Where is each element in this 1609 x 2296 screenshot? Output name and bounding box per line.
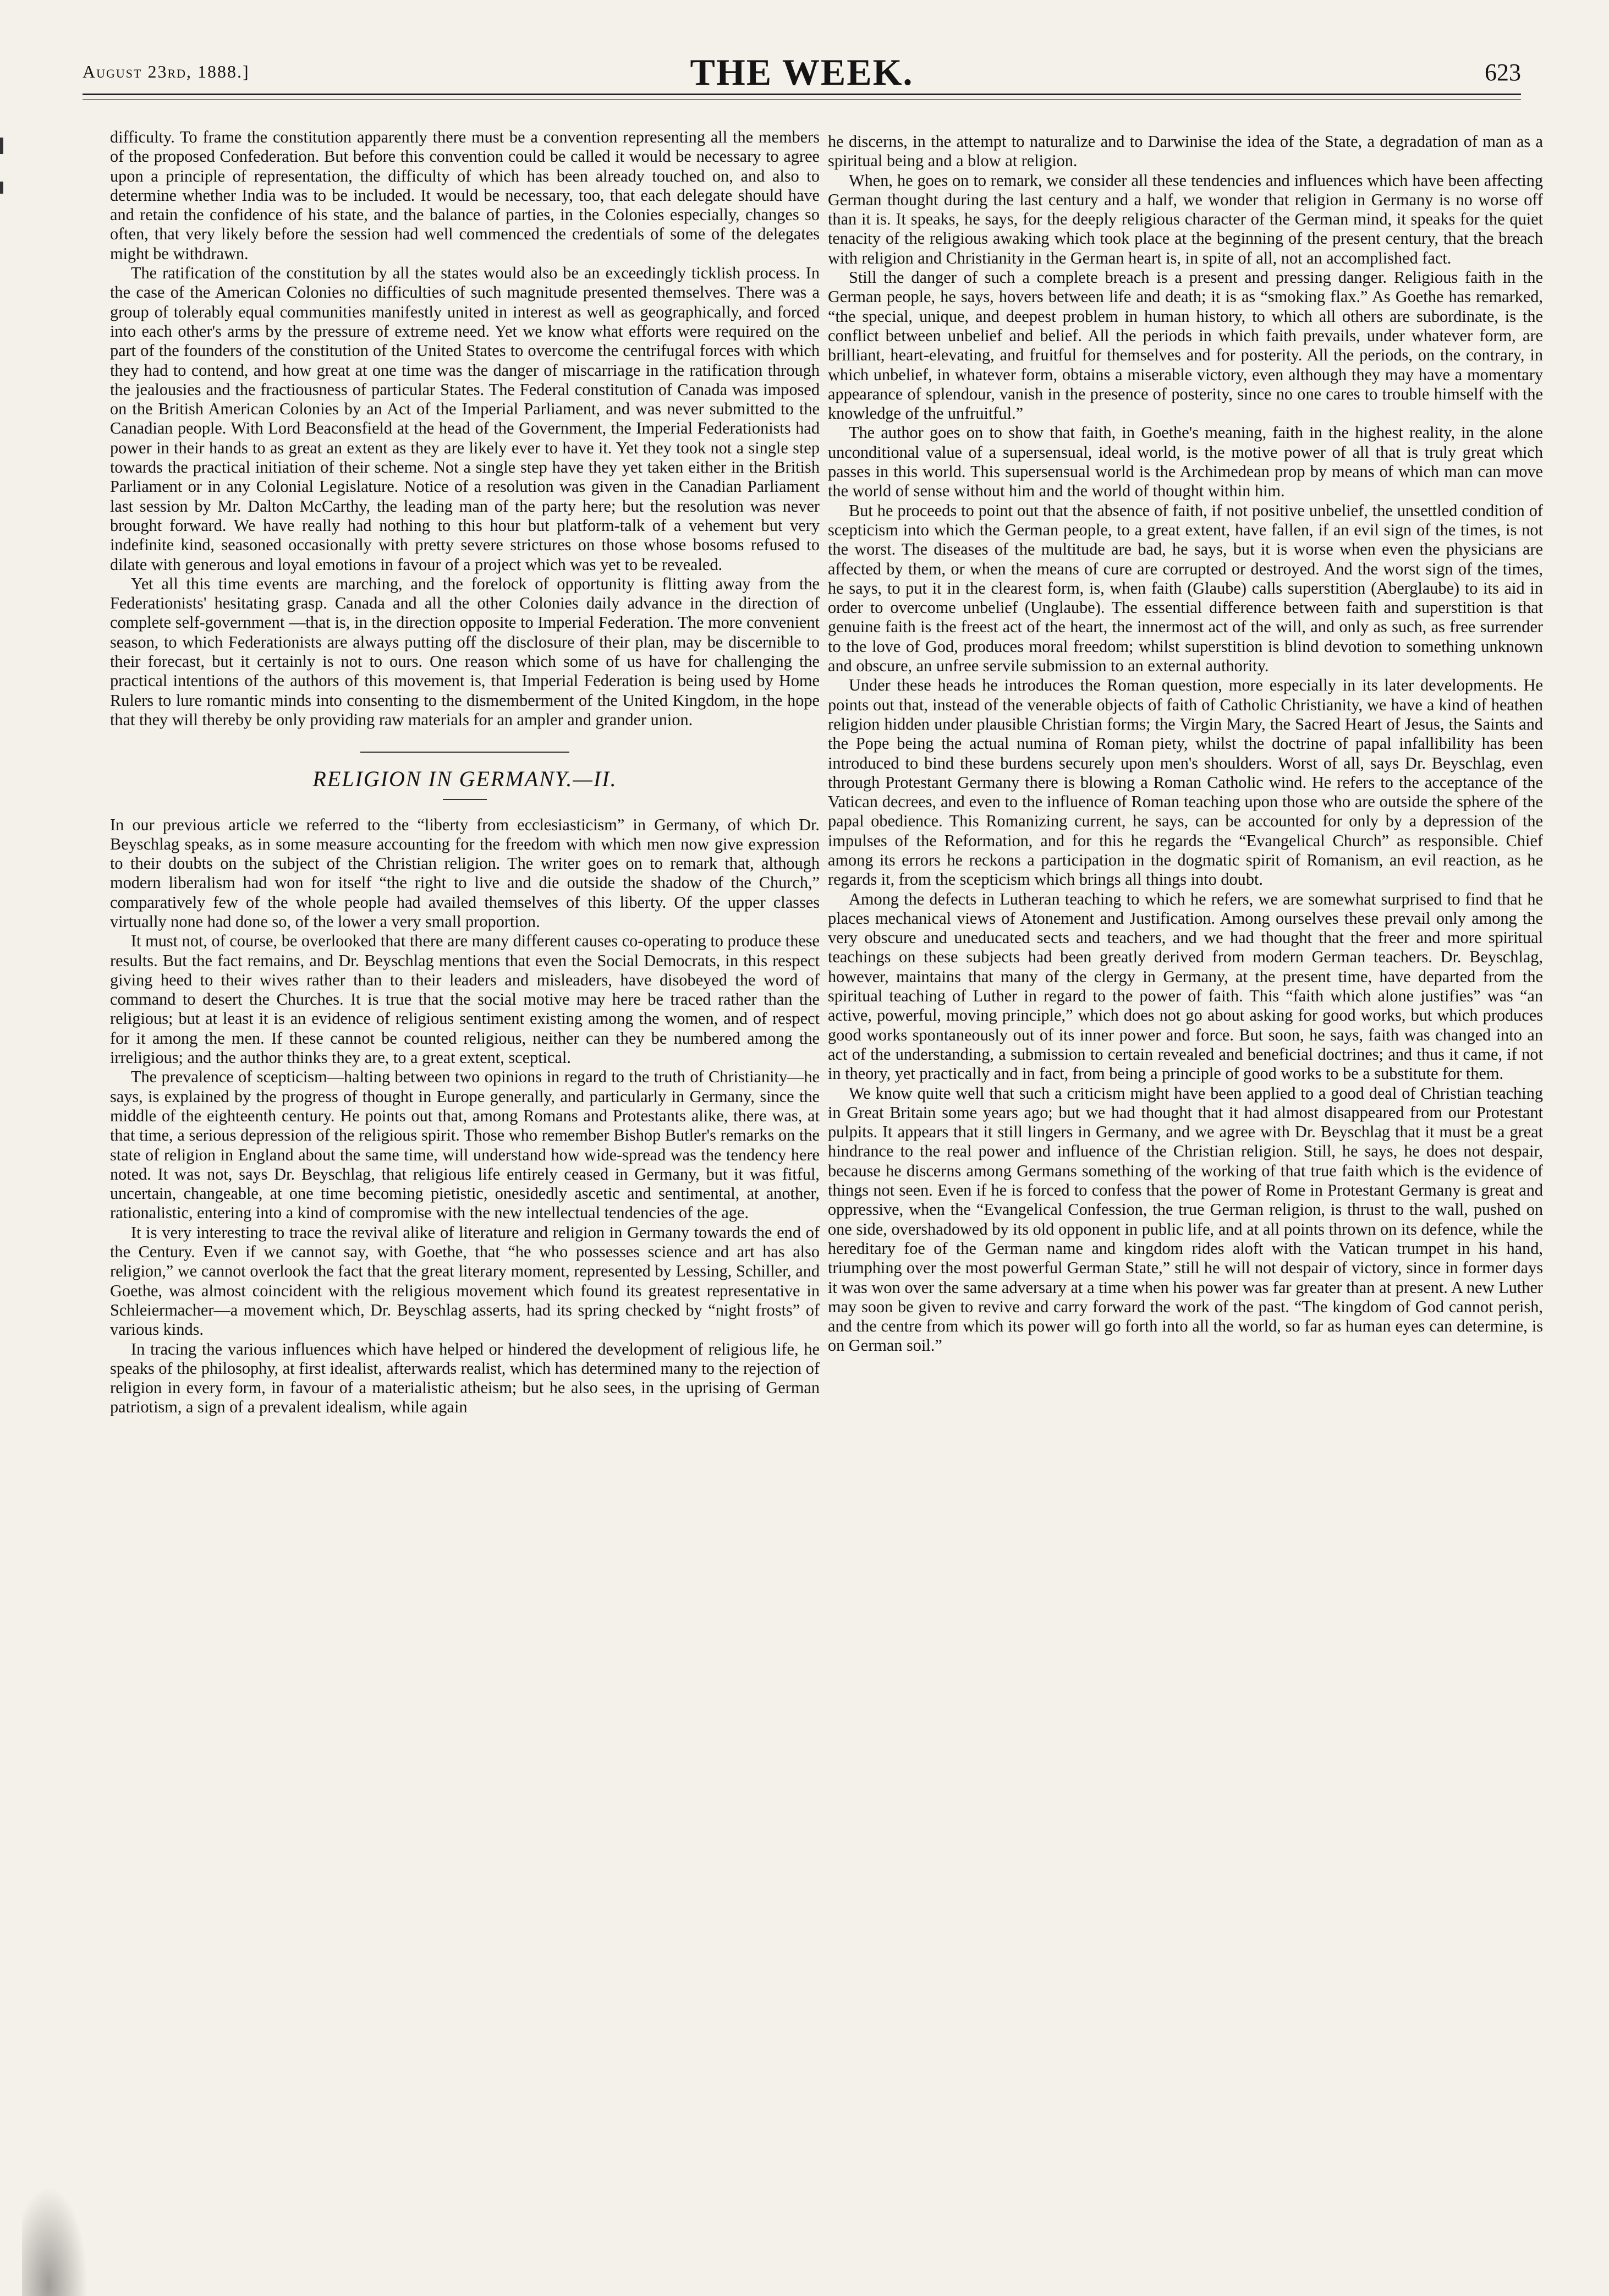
article-paragraph: The author goes on to show that faith, in Goethe's meaning, faith in the highest reality, in the alone unconditional value of a supersensual, ideal world, is the motive power of all that is truly great which passes in this world. This supersensual world is the Archimedean prop by means of which man can move the world of sense without him and the world of thought within him. — [828, 423, 1543, 501]
article-paragraph: But he proceeds to point out that the absence of faith, if not positive unbelief, the unsettled condition of scepticism into which the German people, to a great extent, have fallen, if an evil sign of the times, is not the worst. The diseases of the multitude are bad, he says, but it is worse when even the physicians are affected by them, or when the means of cure are corrupted or destroyed. And the worst sign of the times, he says, to put it in the clearest form, is, when faith (Glaube) calls superstition (Aberglaube) to its aid in order to overcome unbelief (Unglaube). The essential difference between faith and superstition is that genuine faith is the freest act of the heart, the innermost act of the will, and only as such, as free surrender to the love of God, produces moral freedom; whilst superstition is blind devotion to something unknown and obscure, an unfree servile submission to an external authority. — [828, 501, 1543, 676]
article-paragraph: Still the danger of such a complete breach is a present and pressing danger. Religious faith in the German people, he says, hovers between life and death; it is as “smoking flax.” As Goethe has remarked, “the special, unique, and deepest problem in human history, to which all others are subordinate, is the conflict between unbelief and belief. All the periods in which faith prevails, under whatever form, are brilliant, heart-elevating, and fruitful for themselves and for posterity. All the periods, on the contrary, in which unbelief, in whatever form, obtains a miserable victory, even although they may have a momentary appearance of splendour, vanish in the presence of posterity, since no one cares to trouble himself with the knowledge of the unfruitful.” — [828, 268, 1543, 423]
section-divider-short — [443, 799, 487, 800]
article-paragraph: In tracing the various influences which have helped or hindered the development of religious life, he speaks of the philosophy, at first idealist, afterwards realist, which has determined many to the rejection of religion in every form, in favour of a materialistic atheism; but he also sees, in the uprising of German patriotism, a sign of a prevalent idealism, while again — [110, 1339, 820, 1417]
header-rule — [83, 94, 1521, 95]
left-column — [110, 128, 820, 1417]
article-paragraph: The ratification of the constitution by all the states would also be an exceedingly ticklish process. In the case of the American Colonies no difficulties of such magnitude presented themselves. There was a group of tolerably equal communities manifestly united in interest as well as geographically, and forced into each other's arms by the pressure of extreme need. Yet we know what efforts were required on the part of the founders of the constitution of the United States to overcome the centrifugal forces with which they had to contend, and how great at one time was the danger of miscarriage in the ratification through the jealousies and the fractiousness of particular States. The Federal constitution of Canada was imposed on the British American Colonies by an Act of the Imperial Parliament, and was never submitted to the Canadian people. With Lord Beaconsfield at the head of the Government, the Imperial Federationists had power in their hands to as great an extent as they are likely ever to have it. Yet they took not a single step towards the practical initiation of their scheme. Not a single step have they yet taken either in the British Parliament or in any Colonial Legislature. Notice of a resolution was given in the Canadian Parliament last session by Mr. Dalton McCarthy, the leading man of the party here; but the resolution was never brought forward. We have really had nothing to this hour but platform-talk of a vehement but very indefinite kind, seasoned occasionally with pretty severe strictures on those whose bosoms refused to dilate with generous and loyal emotions in favour of a project which was yet to be revealed. — [110, 264, 820, 574]
page-number: 623 — [1485, 59, 1521, 86]
article-paragraph: The prevalence of scepticism—halting between two opinions in regard to the truth of Christianity—he says, is explained by the progress of thought in Europe generally, and particularly in Germany, since the middle of the eighteenth century. He points out that, among Romans and Protestants alike, there was, at that time, a serious depression of the religious spirit. Those who remember Bishop Butler's remarks on the state of religion in England about the same time, will understand how wide-spread was the tendency here noted. It was not, says Dr. Beyschlag, that religious life entirely ceased in Germany, but it was fitful, uncertain, changeable, at one time becoming pietistic, onesidedly ascetic and sentimental, at another, rationalistic, entering into a kind of compromise with the new intellectual tendencies of the age. — [110, 1067, 820, 1223]
article-paragraph: Under these heads he introduces the Roman question, more especially in its later developments. He points out that, instead of the venerable objects of faith of Catholic Christianity, we have a kind of heathen religion hidden under plausible Christian forms; the Virgin Mary, the Sacred Heart of Jesus, the Saints and the Pope being the actual numina of Roman piety, whilst the doctrine of papal infallibility has been introduced to bind these burdens securely upon men's shoulders. Worst of all, says Dr. Beyschlag, even through Protestant Germany there is blowing a Roman Catholic wind. He refers to the acceptance of the Vatican decrees, and even to the influence of Roman teaching upon those who are outside the sphere of the papal obedience. This Romanizing current, he says, can be accounted for only by a depression of the impulses of the Reformation, and for this he regards the “Evangelical Church” as responsible. Chief among its errors he reckons a participation in the dogmatic spirit of Romanism, an evil reaction, as he regards it, from the scepticism which brings all things into doubt. — [828, 676, 1543, 889]
margin-mark — [0, 138, 3, 154]
page-header — [83, 51, 1521, 100]
issue-date: August 23rd, 1888.] — [83, 62, 250, 81]
article-paragraph: We know quite well that such a criticism might have been applied to a good deal of Christian teaching in Great Britain some years ago; but we had thought that it had almost disappeared from our Protestant pulpits. It appears that it still lingers in Germany, and we agree with Dr. Beyschlag that it must be a great hindrance to the real power and influence of the Christian religion. Still, he says, he does not despair, because he discerns among Germans something of the working of that true faith which is the evidence of things not seen. Even if he is forced to confess that the power of Rome in Protestant Germany is great and oppressive, when the “Evangelical Confession, the true German religion, is thrust to the wall, pushed on one side, overshadowed by its old opponent in public life, and at all points thrown on its defence, while the hereditary foe of the German name and kingdom rides aloft with the Vatican trumpet in his hand, triumphing over the most powerful German State,” still he will not despair of victory, since in former days it was won over the same adversary at a time when his power was far greater than at present. A new Luther may soon be given to revive and carry forward the work of the past. “The kingdom of God cannot perish, and the centre from which its power will go forth into all the world, so far as human eyes can determine, is on German soil.” — [828, 1083, 1543, 1355]
margin-mark — [0, 182, 3, 194]
article-paragraph: difficulty. To frame the constitution apparently there must be a convention representing all the members of the proposed Confederation. But before this convention could be called it would be necessary to agree upon a principle of representation, the difficulty of which has been already touched on, and also to determine whether India was to be included. It would be necessary, too, that each delegate should have and retain the confidence of his state, and the balance of parties, in the Colonies especially, changes so often, that very likely before the session had well commenced the credentials of some of the delegates might be withdrawn. — [110, 128, 820, 263]
publication-title: THE WEEK. — [690, 51, 914, 93]
article-paragraph: When, he goes on to remark, we consider all these tendencies and influences which have been affecting German thought during the last century and a half, we wonder that religion in Germany is no worse off than it is. It speaks, he says, for the deeply religious character of the German mind, it speaks for the quiet tenacity of the religious awaking which took place at the beginning of the present century, that the breach with religion and Christianity in the German heart is, in spite of all, not an accomplished fact. — [828, 171, 1543, 267]
article-paragraph: Among the defects in Lutheran teaching to which he refers, we are somewhat surprised to find that he places mechanical views of Atonement and Justification. Among ourselves these prevail only among the very obscure and uneducated sects and teachers, and we had thought that the freer and more spiritual teachings on these subjects had been greatly derived from modern German teachers. Dr. Beyschlag, however, maintains that many of the clergy in Germany, at the present time, have departed from the spiritual teaching of Luther in regard to the power of faith. This “faith which alone justifies” was “an active, powerful, moving principle,” which does not go about asking for good works, but which produces good works spontaneously out of its inner power and force. But soon, he says, faith was changed into an act of the understanding, a submission to certain revealed and beneficial doctrines; and thus it came, if not in theory, yet practically and in fact, from being a principle of good works to be a substitute for them. — [828, 889, 1543, 1083]
page-smudge — [22, 2186, 88, 2296]
right-column — [828, 132, 1543, 1356]
section-divider — [360, 752, 569, 753]
article-paragraph: he discerns, in the attempt to naturalize and to Darwinise the idea of the State, a degradation of man as a spiritual being and a blow at religion. — [828, 132, 1543, 171]
article-paragraph: Yet all this time events are marching, and the forelock of opportunity is flitting away from the Federationists' hesitating grasp. Canada and all the other Colonies daily advance in the direction of complete self-government —that is, in the direction opposite to Imperial Federation. The more convenient season, to which Federationists are always putting off the disclosure of their plan, may be discernible to their forecast, but it certainly is not to ours. One reason which some of us have for challenging the practical intentions of the authors of this movement is, that Imperial Federation is being used by Home Rulers to lure romantic minds into consenting to the dismemberment of the United Kingdom, in the hope that they will thereby be only providing raw materials for an ampler and grander union. — [110, 574, 820, 729]
article-paragraph: In our previous article we referred to the “liberty from ecclesiasticism” in Germany, of which Dr. Beyschlag speaks, as in some measure accounting for the freedom with which men now give expression to their doubts on the subject of the Christian religion. The writer goes on to remark that, although modern liberalism had won for itself “the right to live and die outside the shadow of the Church,” comparatively few of the whole people had availed themselves of this liberty. Of the upper classes virtually none had done so, of the lower a very small proportion. — [110, 815, 820, 931]
article-paragraph: It must not, of course, be overlooked that there are many different causes co-operating to produce these results. But the fact remains, and Dr. Beyschlag mentions that even the Social Democrats, in this respect giving heed to their wives rather than to their leaders and misleaders, have disobeyed the word of command to desert the Churches. It is true that the social motive may here be traced rather than the religious; but at least it is an evidence of religious sentiment existing among the women, and of respect for it among the men. If these cannot be counted religious, neither can they be numbered among the irreligious; and the author thinks they are, to a great extent, sceptical. — [110, 931, 820, 1067]
header-rule-thin — [83, 99, 1521, 100]
article-paragraph: It is very interesting to trace the revival alike of literature and religion in Germany towards the end of the Century. Even if we cannot say, with Goethe, that “he who possesses science and art has also religion,” we cannot overlook the fact that the great literary moment, represented by Lessing, Schiller, and Goethe, was almost coincident with the religious movement which found its greatest representative in Schleiermacher—a movement which, Dr. Beyschlag asserts, had its spring checked by “night frosts” of various kinds. — [110, 1223, 820, 1339]
section-title: RELIGION IN GERMANY.—II. — [312, 766, 617, 792]
